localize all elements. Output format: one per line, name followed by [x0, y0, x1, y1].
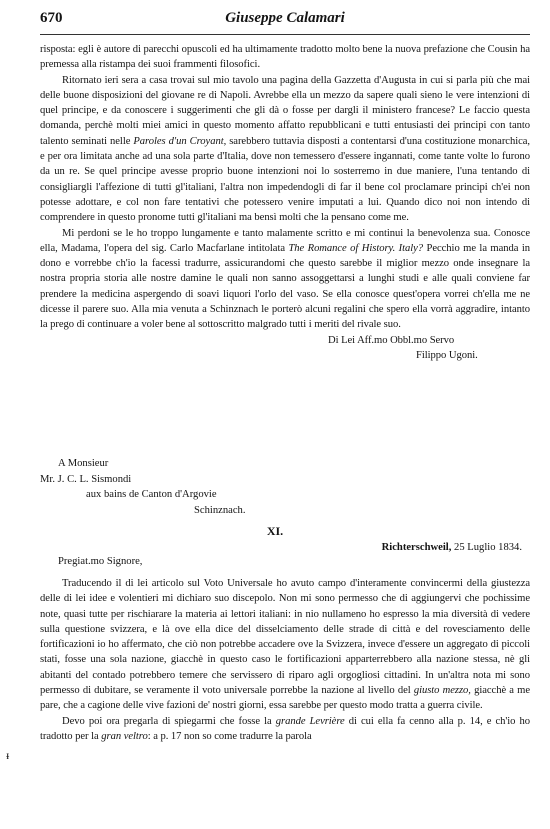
italic-title: The Romance of History. Italy?: [288, 242, 424, 254]
dateline-place: Richterschweil,: [381, 542, 452, 553]
paragraph: Ritornato ieri sera a casa trovai sul mio tavolo una pagina della Gazzetta d'Augusta in cui si parla più che mai delle buone disposizioni del giovane re di Napoli. Avrebbe ella un mezzo da sapere quali sieno le vere intenzioni di quel principe, e da conoscere i suggerimenti che gli dà o fosse per dargli il ministero francese? Le faccio questa domanda, perchè molti miei amici in questo momento affatto repubblicani e tutti entusiasti dei principi con tanto talento seminati nelle Paroles d'un Croyant, sarebbero tuttavia disposti a contentarsi d'una costituzione monarchica, e per ora limitata anche ad una sola parte d'Italia, dove non temessero d'essere ingannati, come tante volte lo furono da un re. Se quel principe avesse proprio buone intenzioni noi lo sosterremo in due maniere, l'una tentando di consigliargli l'affezione di tutti gl'italiani, l'altra non impedendogli di far il bene col proclamare principi ch'ei non potesse adottare, e col non fare tentativi che potessero venire imputati a lui. Quando dico noi non intendo di comprendere in questo pronome tutti gl'italiani ma bensì molti che la pensano come me.: [40, 74, 530, 224]
signature: Filippo Ugoni.: [416, 349, 478, 361]
address-line: aux bains de Canton d'Argovie: [86, 489, 217, 500]
closing-formula: Di Lei Aff.mo Obbl.mo Servo: [328, 334, 455, 346]
header-rule: [40, 34, 530, 35]
page-number: 670: [40, 10, 63, 26]
paragraph: Traducendo il di lei articolo sul Voto Universale ho avuto campo d'interamente convincermi della giustezza delle di lei idee e volentieri mi dichiaro suo discepolo. Non mi sono permesso che di aggiungervi che pochissime note, quasi tutte per rischiarare la materia ai lettori italiani: in nio nullameno ho espresso la mia diversità di vedere sulla questione svizzera, e là ove ella dice del disselciamento delle strade di città e del rovesciamento delle fortificazioni io ho affermato, che ciò non potrebbe accadere ove la Svizzera, invece d'essere un aggregato di piccoli stati, fosse una sola nazione, giacchè in questo caso le fortificazioni apparterrebbero alla nazione stessa, nè gli abitanti del contado potrebbero temere che servissero di riparo agli orgogliosi cittadini. In un'altra nota mi sono permesso di dubitare, se veramente il voto universale porrebbe la nazione al livello del giusto mezzo, giacchè a me pare, che a cagione delle vive fazioni de' nostri giorni, essa sarebbe per questo modo tratta a guerra civile.: [40, 578, 530, 712]
letter-body: [40, 42, 530, 363]
salutation: Pregiat.mo Signore,: [58, 556, 143, 567]
dateline-date: 25 Luglio 1834.: [451, 542, 522, 553]
italic-phrase: giusto mezzo,: [413, 685, 471, 697]
paragraph: risposta: egli è autore di parecchi opuscoli ed ha ultimamente tradotto molto bene la nuova prefazione che Cousin ha premessa alla ristampa dei suoi frammenti filosofici.: [40, 44, 530, 71]
page-header: [40, 10, 530, 32]
paragraph: Mi perdoni se le ho troppo lungamente e tanto malamente scritto e mi continui la benevolenza sua. Conosce ella, Madama, l'opera del sig. Carlo Macfarlane intitolata The Romance of History. Italy? Pecchio me la manda in dono e vorrebbe ch'io la facessi tradurre, assicurandomi che questo sarebbe il miglior mezzo onde insegnare la nostra propria storia alle nostre damine le quali non sanno assoggettarsi a lunghi studi e alle quali conviene far prendere la medicina aspergendo di soavi liquori l'orlo del vaso. Se ella conosce quest'opera vorrei ch'ella me ne dicesse il parere suo. Alla mia venuta a Schinznach le porterò alcuni regalini che spero ella vorrà aggradire, intanto la prego di continuare a voler bene al sottoscritto malgrado tutti i meriti del rivale suo.: [40, 227, 531, 331]
running-title: Giuseppe Calamari: [225, 10, 345, 26]
address-block: [40, 456, 245, 518]
italic-title: Paroles d'un Croyant,: [133, 135, 227, 147]
section-number: XI.: [266, 524, 284, 538]
paragraph: Devo poi ora pregarla di spiegarmi che fosse la grande Levrière di cui ella fa cenno alla p. 14, e ch'io ho tradotto per la gran veltro: a p. 17 non so come tradurre la parola: [40, 715, 530, 742]
address-line: Mr. J. C. L. Sismondi: [40, 473, 132, 485]
margin-mark: ᵻ: [6, 748, 10, 762]
dateline: [382, 542, 522, 553]
letter2-body: [40, 576, 530, 744]
italic-phrase: gran veltro: [101, 730, 148, 742]
address-line: Schinznach.: [194, 504, 246, 516]
address-line: A Monsieur: [58, 458, 109, 469]
italic-phrase: grande Levrière: [275, 715, 345, 727]
